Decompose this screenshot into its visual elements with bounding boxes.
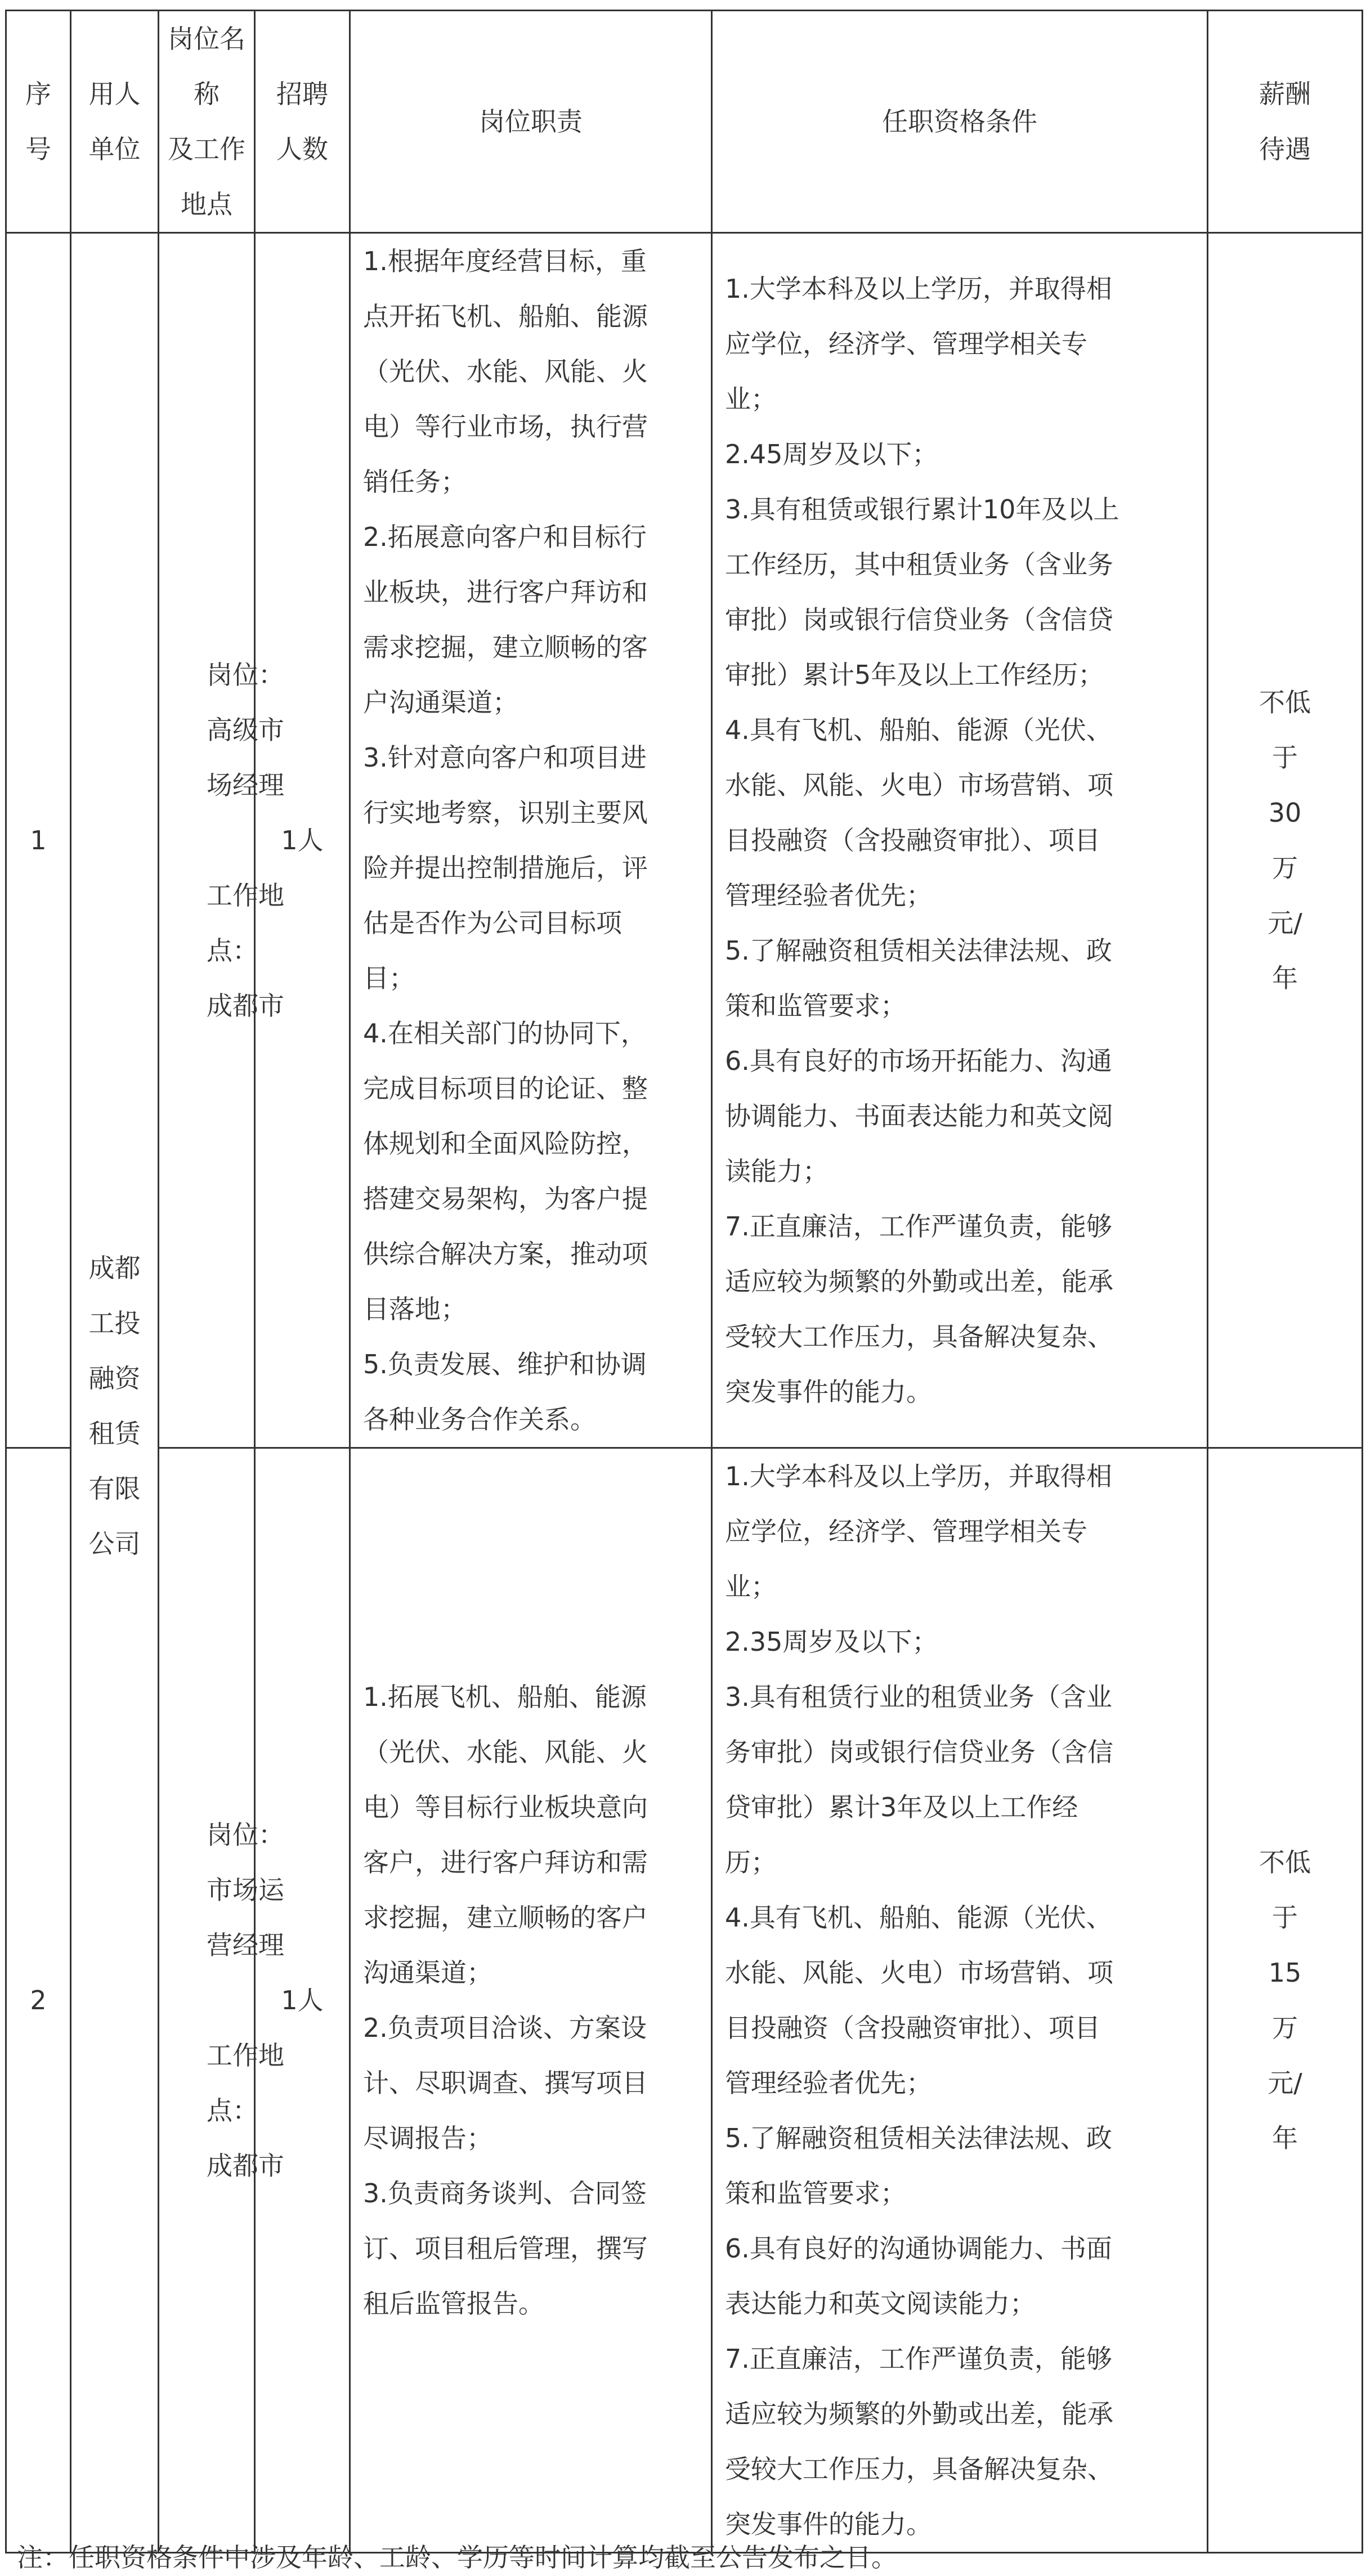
text-line: 供综合解决方案，推动项 (363, 1239, 648, 1269)
text-line: 3.针对意向客户和项目进 (363, 742, 647, 773)
text-line: 目落地； (363, 1294, 467, 1324)
text-line: 3.负责商务谈判、合同签 (363, 2178, 647, 2208)
text-line: 工作经历，其中租赁业务（含业务 (725, 549, 1113, 580)
text-line: 租后监管报告。 (363, 2288, 544, 2319)
text-line: 需求挖掘，建立顺畅的客 (363, 632, 648, 662)
text-line: 点开拓飞机、船舶、能源 (363, 301, 648, 331)
text-line: 搭建交易架构，为客户提 (363, 1184, 648, 1214)
text-line: 1.大学本科及以上学历，并取得相 (725, 1461, 1112, 1491)
text-line: 贷审批）累计3年及以上工作经 (725, 1792, 1078, 1822)
text-line: 尽调报告； (363, 2123, 492, 2153)
header-salary: 薪酬 待遇 (1208, 11, 1363, 233)
text-line: 受较大工作压力，具备解决复杂、 (725, 2454, 1113, 2484)
row-seq: 2 (6, 1448, 71, 2553)
text-line: 受较大工作压力，具备解决复杂、 (725, 1321, 1113, 1352)
text-line: 1.拓展飞机、船舶、能源 (363, 1682, 647, 1712)
text-line: 户沟通渠道； (363, 687, 518, 718)
text-line: 3.具有租赁行业的租赁业务（含业 (725, 1682, 1112, 1712)
text-line: 岗位： (207, 1820, 284, 1850)
row-qualifications (712, 1448, 1208, 2553)
text-line: 万 (1272, 853, 1298, 883)
text-line: 万 (1272, 2013, 1298, 2043)
text-line: （光伏、水能、风能、火 (363, 356, 648, 387)
text-line: 6.具有良好的市场开拓能力、沟通 (725, 1046, 1112, 1076)
text-line: 客户，进行客户拜访和需 (363, 1847, 648, 1878)
text-line: 2.负责项目洽谈、方案设 (363, 2013, 647, 2043)
text-line: 4.在相关部门的协同下， (363, 1018, 647, 1049)
text-line: 成都市 (207, 2151, 284, 2181)
row-salary (1208, 1448, 1363, 2553)
text-line: 高级市 (207, 715, 284, 745)
text-line: （光伏、水能、风能、火 (363, 1737, 648, 1767)
text-line: 5.负责发展、维护和协调 (363, 1349, 647, 1379)
text-line: 策和监管要求； (725, 2178, 906, 2208)
text-line: 工作地 (207, 880, 284, 911)
text-line: 电）等目标行业板块意向 (363, 1792, 648, 1822)
text-line: 应学位，经济学、管理学相关专 (725, 329, 1087, 359)
employer-line: 融资 (88, 1363, 141, 1394)
employer-line: 公司 (88, 1529, 141, 1559)
text-line: 管理经验者优先； (725, 2068, 932, 2098)
text-line: 策和监管要求； (725, 991, 906, 1021)
employer-line: 租赁 (88, 1418, 141, 1449)
text-line: 于 (1272, 1902, 1298, 1933)
text-line: 目投融资（含投融资审批）、项目 (725, 2013, 1100, 2043)
text-line: 工作地 (207, 2040, 284, 2071)
text-line: 体规划和全面风险防控， (363, 1128, 648, 1159)
text-line: 水能、风能、火电）市场营销、项 (725, 1957, 1113, 1988)
employer-line: 有限 (88, 1473, 141, 1504)
header-duties: 岗位职责 (350, 11, 712, 233)
text-line: 点： (207, 935, 258, 966)
text-line: 计、尽职调查、撰写项目 (363, 2068, 648, 2098)
text-line: 市场运 (207, 1875, 284, 1905)
header-seq: 序 号 (6, 11, 71, 233)
header-qualifications: 任职资格条件 (712, 11, 1208, 233)
text-line: 点： (207, 2095, 258, 2126)
employer-cell (71, 233, 159, 2553)
row-salary (1208, 233, 1363, 1448)
text-line: 历； (725, 1847, 777, 1878)
work-location (207, 868, 284, 1033)
text-line: 5.了解融资租赁相关法律法规、政 (725, 2123, 1112, 2153)
text-line: 业； (725, 384, 777, 414)
text-line: 沟通渠道； (363, 1957, 492, 1988)
text-line: 5.了解融资租赁相关法律法规、政 (725, 935, 1112, 966)
text-line: 电）等行业市场，执行营 (363, 411, 648, 442)
text-line: 2.拓展意向客户和目标行 (363, 522, 647, 552)
text-line: 3.具有租赁或银行累计10年及以上 (725, 494, 1119, 525)
text-line: 15 (1268, 1957, 1302, 1988)
text-line: 估是否作为公司目标项 (363, 908, 622, 938)
text-line: 目； (363, 963, 415, 993)
text-line: 不低 (1259, 1847, 1311, 1878)
text-line: 应学位，经济学、管理学相关专 (725, 1516, 1087, 1547)
text-line: 求挖掘，建立顺畅的客户 (363, 1902, 648, 1933)
text-line: 1.大学本科及以上学历，并取得相 (725, 274, 1112, 304)
text-line: 30 (1268, 798, 1302, 828)
text-line: 水能、风能、火电）市场营销、项 (725, 770, 1113, 800)
row-qualifications (712, 233, 1208, 1448)
text-line: 各种业务合作关系。 (363, 1404, 596, 1435)
text-line: 适应较为频繁的外勤或出差，能承 (725, 1266, 1113, 1297)
text-line: 岗位： (207, 660, 284, 690)
text-line: 适应较为频繁的外勤或出差，能承 (725, 2399, 1113, 2429)
position-title (207, 1807, 284, 1973)
text-line: 7.正直廉洁，工作严谨负责，能够 (725, 1211, 1112, 1242)
table-row (6, 1448, 1363, 2553)
row-duties (350, 233, 712, 1448)
text-line: 业板块，进行客户拜访和 (363, 577, 648, 607)
text-line: 年 (1272, 2123, 1298, 2153)
header-unit: 用人 单位 (71, 11, 159, 233)
text-line: 年 (1272, 963, 1298, 993)
text-line: 行实地考察，识别主要风 (363, 798, 648, 828)
text-line: 场经理 (207, 770, 284, 800)
text-line: 不低 (1259, 687, 1311, 718)
text-line: 业； (725, 1571, 777, 1602)
text-line: 2.35周岁及以下； (725, 1627, 938, 1657)
row-duties (350, 1448, 712, 2553)
row-count: 1人 (255, 1448, 350, 2553)
row-position (159, 233, 284, 1448)
table-row (6, 233, 1363, 1448)
text-line: 表达能力和英文阅读能力； (725, 2288, 1036, 2319)
employer-line: 成都 (88, 1253, 141, 1283)
text-line: 营经理 (207, 1930, 284, 1960)
text-line: 目投融资（含投融资审批）、项目 (725, 825, 1100, 855)
text-line: 完成目标项目的论证、整 (363, 1073, 648, 1104)
text-line: 审批）累计5年及以上工作经历； (725, 660, 1104, 690)
row-seq: 1 (6, 233, 71, 1448)
text-line: 审批）岗或银行信贷业务（含信贷 (725, 604, 1113, 635)
text-line: 协调能力、书面表达能力和英文阅 (725, 1101, 1113, 1131)
employer-line: 工投 (88, 1308, 141, 1338)
text-line: 2.45周岁及以下； (725, 439, 938, 469)
header-position: 岗位名 称 及工作 地点 (159, 11, 255, 233)
row-count: 1人 (255, 233, 350, 1448)
text-line: 成都市 (207, 991, 284, 1021)
text-line: 于 (1272, 742, 1298, 773)
employer-name (71, 1240, 158, 1571)
header-count: 招聘 人数 (255, 11, 350, 233)
text-line: 读能力； (725, 1156, 828, 1186)
work-location (207, 2028, 284, 2193)
recruitment-table (5, 10, 1363, 2553)
text-line: 管理经验者优先； (725, 880, 932, 911)
position-title (207, 647, 284, 813)
row-position (159, 1448, 284, 2553)
text-line: 1.根据年度经营目标，重 (363, 246, 647, 276)
text-line: 突发事件的能力。 (725, 1377, 932, 1407)
footnote: 注：任职资格条件中涉及年龄、工龄、学历等时间计算均截至公告发布之日。 (17, 2542, 897, 2573)
text-line: 险并提出控制措施后，评 (363, 853, 648, 883)
text-line: 7.正直廉洁，工作严谨负责，能够 (725, 2344, 1112, 2374)
text-line: 元/ (1268, 2068, 1302, 2098)
header-row (6, 11, 1363, 233)
text-line: 4.具有飞机、船舶、能源（光伏、 (725, 715, 1112, 745)
text-line: 突发事件的能力。 (725, 2509, 932, 2539)
text-line: 销任务； (363, 467, 467, 497)
text-line: 订、项目租后管理，撰写 (363, 2233, 648, 2264)
text-line: 4.具有飞机、船舶、能源（光伏、 (725, 1902, 1112, 1933)
text-line: 6.具有良好的沟通协调能力、书面 (725, 2233, 1112, 2264)
text-line: 务审批）岗或银行信贷业务（含信 (725, 1737, 1113, 1767)
text-line: 元/ (1268, 908, 1302, 938)
